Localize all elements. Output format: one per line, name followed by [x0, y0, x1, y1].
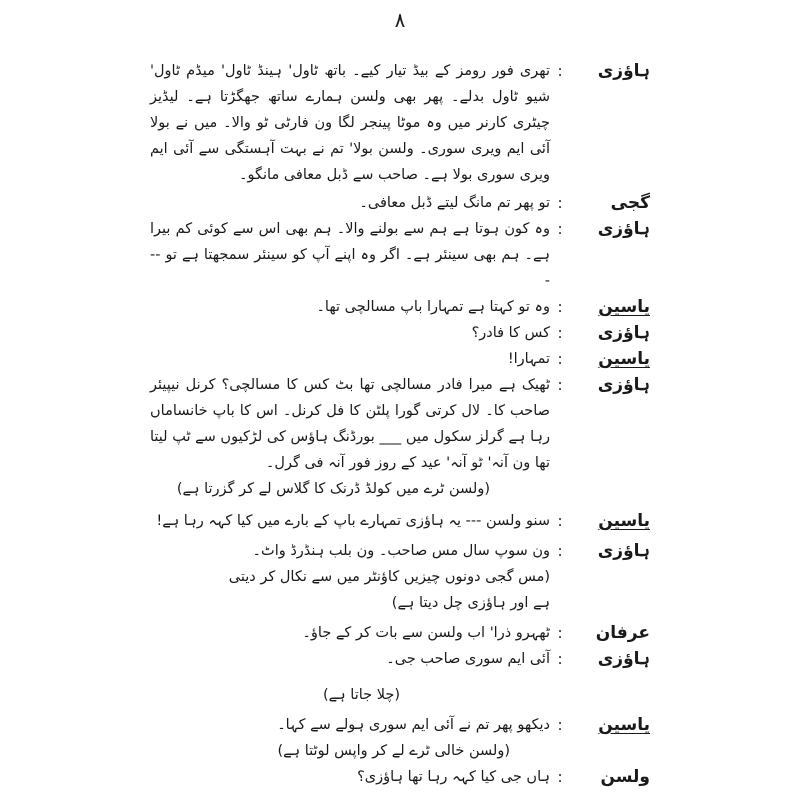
dialogue-line [150, 58, 650, 188]
colon-separator: : [557, 512, 563, 530]
speaker-name: ہاؤزی [597, 649, 650, 669]
stage-direction: (چلا جاتا ہے) [323, 687, 400, 703]
colon-separator: : [557, 768, 563, 786]
colon-separator: : [557, 324, 563, 342]
dialogue-line [150, 190, 650, 216]
speaker-name: عرفان [595, 623, 650, 643]
colon-separator: : [557, 542, 563, 560]
dialogue-text: تھری فور رومز کے بیڈ تیار کیے۔ باتھ ٹاول' ہینڈ ٹاول' میڈم ٹاول' شیو ٹاول بدلے۔ پھر بھی ولسن ہمارے ساتھ جھگڑتا ہے۔ لیڈیز چیٹری کارنر میں وہ موٹا پینجر لگا ون فارٹی ٹو والا۔ میں نے بولا آئی ایم ویری سوری۔ ولسن بولا' تم نے بہت آہستگی سے آئی ایم ویری سوری بولا ہے۔ صاحب سے ڈبل معافی مانگو۔ [150, 63, 550, 183]
dialogue-text: وہ کون ہوتا ہے ہم سے بولنے والا۔ ہم بھی اس سے کوئی کم بیرا ہے۔ ہم بھی سینئر ہے۔ اگر وہ اپنے آپ کو سینئر سمجھتا ہے تو --- [150, 221, 550, 289]
dialogue-line [150, 372, 650, 476]
colon-separator: : [557, 298, 563, 316]
dialogue-text: تو پھر تم مانگ لیتے ڈبل معافی۔ [359, 195, 550, 211]
dialogue-line [150, 712, 650, 738]
colon-separator: : [557, 624, 563, 642]
stage-direction: (ولسن ٹرے میں کولڈ ڈرنک کا گلاس لے کر گزرتا ہے) [176, 481, 490, 497]
dialogue-line [150, 320, 650, 346]
stage-direction-row [150, 476, 650, 502]
speaker-name: ولسن [600, 767, 650, 787]
dialogue-text: دیکھو پھر تم نے آئی ایم سوری ہولے سے کہا۔ [277, 717, 550, 733]
dialogue-text: ٹھیک ہے میرا فادر مسالچی تھا بٹ کس کا مسالچی؟ کرنل نیپیئر صاحب کا۔ لال کرتی گورا پلٹن کا فل کرنل۔ اس کا باپ خانساماں رہا ہے گرلز سکول میں ___ بورڈنگ ہاؤس کی لڑکیوں سے ٹپ لیتا تھا ون آنہ' ٹو آنہ' عید کے روز فور آنہ فی گرل۔ [150, 377, 550, 471]
colon-separator: : [557, 650, 563, 668]
colon-separator: : [557, 716, 563, 734]
play-script [150, 58, 650, 790]
speaker-name: یاسین [598, 349, 650, 369]
speaker-name: یاسین [598, 715, 650, 735]
dialogue-text: سنو ولسن --- یہ ہاؤزی تمہارے باپ کے بارے میں کیا کہہ رہا ہے! [156, 513, 550, 529]
stage-direction-row [150, 738, 650, 764]
colon-separator: : [557, 194, 563, 212]
stage-direction-row [150, 564, 650, 616]
dialogue-text: ہاں جی کیا کہہ رہا تھا ہاؤزی؟ [357, 769, 550, 785]
dialogue-text: ون سوپ سال مس صاحب۔ ون بلب ہنڈرڈ واٹ۔ [252, 543, 550, 559]
dialogue-line [150, 620, 650, 646]
stage-direction: (مس گجی دونوں چیزیں کاؤنٹر میں سے نکال کر دیتی ہے اور ہاؤزی چل دیتا ہے) [228, 569, 550, 611]
colon-separator: : [557, 376, 563, 394]
dialogue-line [150, 764, 650, 790]
speaker-name: یاسین [598, 297, 650, 317]
speaker-name: ہاؤزی [597, 375, 650, 395]
colon-separator: : [557, 220, 563, 238]
speaker-name: ہاؤزی [597, 323, 650, 343]
dialogue-text: وہ تو کہتا ہے تمہارا باپ مسالچی تھا۔ [316, 299, 550, 315]
dialogue-line [150, 646, 650, 672]
dialogue-line [150, 538, 650, 564]
speaker-name: ہاؤزی [597, 541, 650, 561]
dialogue-line [150, 346, 650, 372]
page-number: ٨ [394, 8, 406, 32]
speaker-name: ہاؤزی [597, 61, 650, 81]
speaker-name: یاسین [598, 511, 650, 531]
colon-separator: : [557, 350, 563, 368]
dialogue-text: آئی ایم سوری صاحب جی۔ [386, 651, 550, 667]
dialogue-line [150, 508, 650, 534]
colon-separator: : [557, 62, 563, 80]
stage-direction: (ولسن خالی ٹرے لے کر واپس لوٹتا ہے) [277, 743, 510, 759]
dialogue-line [150, 294, 650, 320]
speaker-name: ہاؤزی [597, 219, 650, 239]
stage-direction-row [150, 682, 650, 708]
dialogue-text: ٹھہرو ذرا' اب ولسن سے بات کر کے جاؤ۔ [302, 625, 550, 641]
speaker-name: گجی [610, 193, 650, 213]
dialogue-text: تمہارا! [507, 351, 550, 367]
dialogue-line [150, 216, 650, 294]
dialogue-text: کس کا فادر؟ [471, 325, 550, 341]
